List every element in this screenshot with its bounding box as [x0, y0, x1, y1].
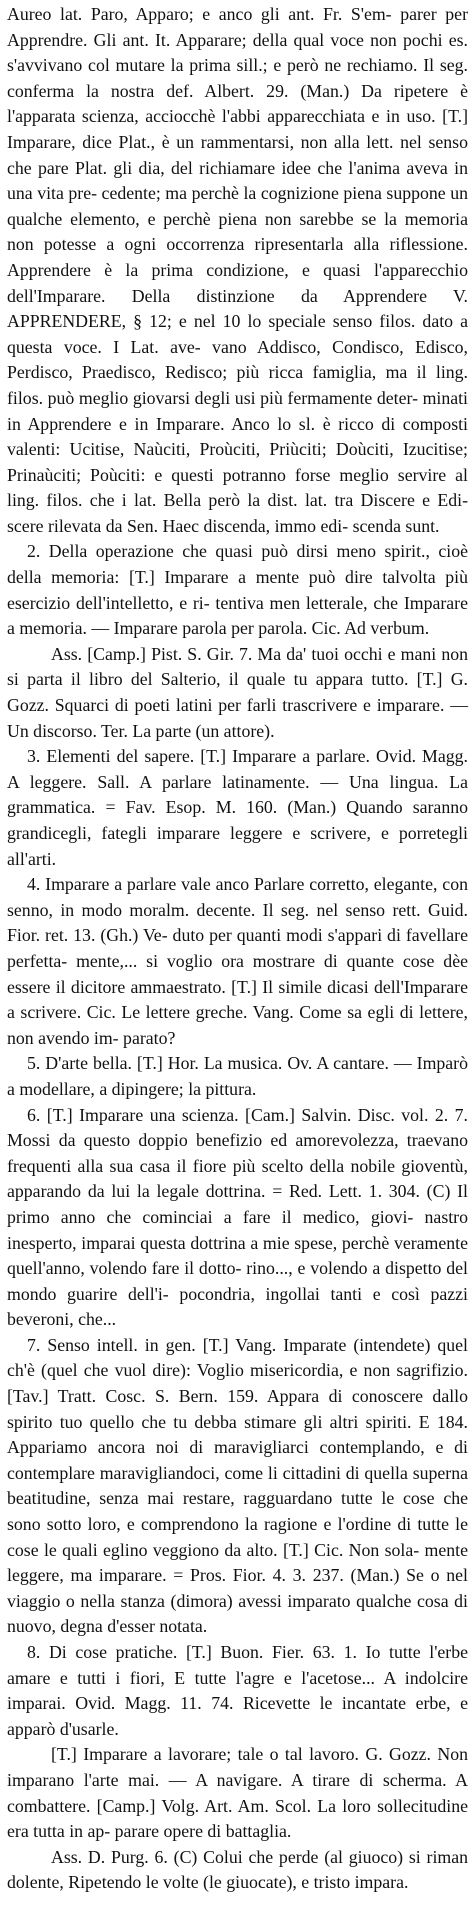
sense-2-absolute-use: Ass. [Camp.] Pist. S. Gir. 7. Ma da' tuoi occhi e mani non si parta il libro del Salterio, il quale tu appara tutto. [T.] G. Gozz. Squarci di poeti latini per farli trascrivere e imparare. — Un discorso. Ter. La parte (un attore). [7, 643, 468, 741]
sense-7-intellectual: 7. Senso intell. in gen. [T.] Vang. Imparate (intendete) quel ch'è (quel che vuol dire): Voglio misericordia, e non sagrifizio. [Tav.] Tratt. Cosc. S. Bern. 159. Appara di conoscere dallo spirito tuo quello che tu debba stimare gli altri spiriti. E 184. Appariamo ancora noi di maravigliarci contemplando, e di contemplare maravigliandoci, come li cittadini di quella superna beatitudine, senza mai restare, ragguardano tutte le cose che sono sotto loro, e comprendono la ragione e l'ordine di tutte le cose le quali eglino veggiono da alto. [T.] Cic. Non sola- mente leggere, ma imparare. = Pros. Fior. 4. 3. 237. (Man.) Se o nel viaggio o nella stanza (dimora) avessi imparato qualche cosa di nuovo, degna d'esser notata. [7, 1334, 468, 1637]
sense-2-memory: 2. Della operazione che quasi può dirsi meno spirit., cioè della memoria: [T.] Imparare a mente può dire talvolta più esercizio dell'intelletto, e ri- tentiva men letterale, che Imparare a memoria. — Imparare parola per parola. Cic. Ad verbum. [7, 541, 468, 639]
sense-5-fine-art: 5. D'arte bella. [T.] Hor. La musica. Ov. A cantare. — Imparò a modellare, a dipingere; la pittura. [7, 1053, 468, 1099]
sense-4-speaking-correctly: 4. Imparare a parlare vale anco Parlare corretto, elegante, con senno, in modo moralm. decente. Il seg. nel senso rett. Guid. Fior. ret. 13. (Gh.) Ve- duto per quanti modi s'appari di favellare perfetta- mente,... si voglio ora mostrare di quante cose dèe essere il dicitore ammaestrato. [T.] Il simile dicasi dell'Imparare a scrivere. Cic. Le lettere greche. Vang. Come sa egli di lettere, non avendo im- parato? [7, 874, 468, 1048]
entry-etymology-paragraph: Aureo lat. Paro, Apparo; e anco gli ant. Fr. S'em- parer per Apprendre. Gli ant. It. Apparare; della qual voce non pochi es. s'avvivano col mutare la prima sill.; e però ne rechiamo. Il seg. conferma la nostra def. Albert. 29. (Man.) Da ripetere è l'apparata scienza, acciocchè l'abbi apparecchiata e in uso. [T.] Imparare, dice Plat., è un rammentarsi, non alla lett. nel senso che pare Plat. gli dia, del richiamare idee che l'anima aveva in una vita pre- cedente; ma perchè la cognizione piena suppone un qualche elemento, e perchè piena non sarebbe se la memoria non potesse a ogni occorrenza ripresentarla alla riflessione. Apprendere è la prima condizione, e quasi l'apparecchio dell'Imparare. Della distinzione da Apprendere V. APPRENDERE, § 12; e nel 10 lo speciale senso filos. dato a questa voce. I Lat. ave- vano Addisco, Condisco, Edisco, Perdisco, Praedisco, Redisco; più ricca famiglia, ma il ling. filos. può meglio giovarsi degli usi più fermamente deter- minati in Apprendere e in Imparare. Anco lo sl. è ricco di composti valenti: Ucitise, Naùciti, Proùciti, Priùciti; Doùciti, Izucitise; Prinaùciti; Poùciti: e questi potranno forse meglio servire al ling. filos. che i lat. Bella però la dist. lat. tra Discere e Edi- scere rilevata da Sen. Haec discenda, immo edi- scenda sunt. [7, 4, 468, 536]
sense-3-elements-of-knowledge: 3. Elementi del sapere. [T.] Imparare a parlare. Ovid. Magg. A leggere. Sall. A parlare latinamente. — Una lingua. La grammatica. = Fav. Esop. M. 160. (Man.) Quando saranno grandicegli, fategli imparare leggere e scrivere, e porretegli all'arti. [7, 746, 468, 869]
sense-8-practical-things: 8. Di cose pratiche. [T.] Buon. Fier. 63. 1. Io tutte l'erbe amare e tutti i fiori, E tutte l'agre e l'acetose... A indolcire imparai. Ovid. Magg. 11. 74. Ricevette le incantate erbe, e apparò d'usarle. [7, 1642, 468, 1739]
sense-6-science: 6. [T.] Imparare una scienza. [Cam.] Salvin. Disc. vol. 2. 7. Mossi da questo doppio benefizio ed amorevolezza, traevano frequenti alla sua casa il fiore più scelto della nobile gioventù, apparando da lui la legale dottrina. = Red. Lett. 1. 304. (C) Il primo anno che cominciai a fare il medico, giovi- nastro inesperto, imparai questa dottrina a mie spese, perchè veramente quell'anno, volendo fare il dotto- rino..., e volendo a dispetto del mondo guarire dell'i- pocondria, ingollai tanti e così pazzi beveroni, che... [7, 1104, 468, 1330]
sense-8-working: [T.] Imparare a lavorare; tale o tal lavoro. G. Gozz. Non imparano l'arte mai. — A navigare. A tirare di scherma. A combattere. [Camp.] Volg. Art. Am. Scol. La loro sollecitudine era tutta in ap- parare opere di battaglia. [7, 1744, 468, 1842]
sense-8-absolute-use: Ass. D. Purg. 6. (C) Colui che perde (al giuoco) si riman dolente, Ripetendo le volte (le giuocate), e tristo impara. [7, 1846, 468, 1893]
